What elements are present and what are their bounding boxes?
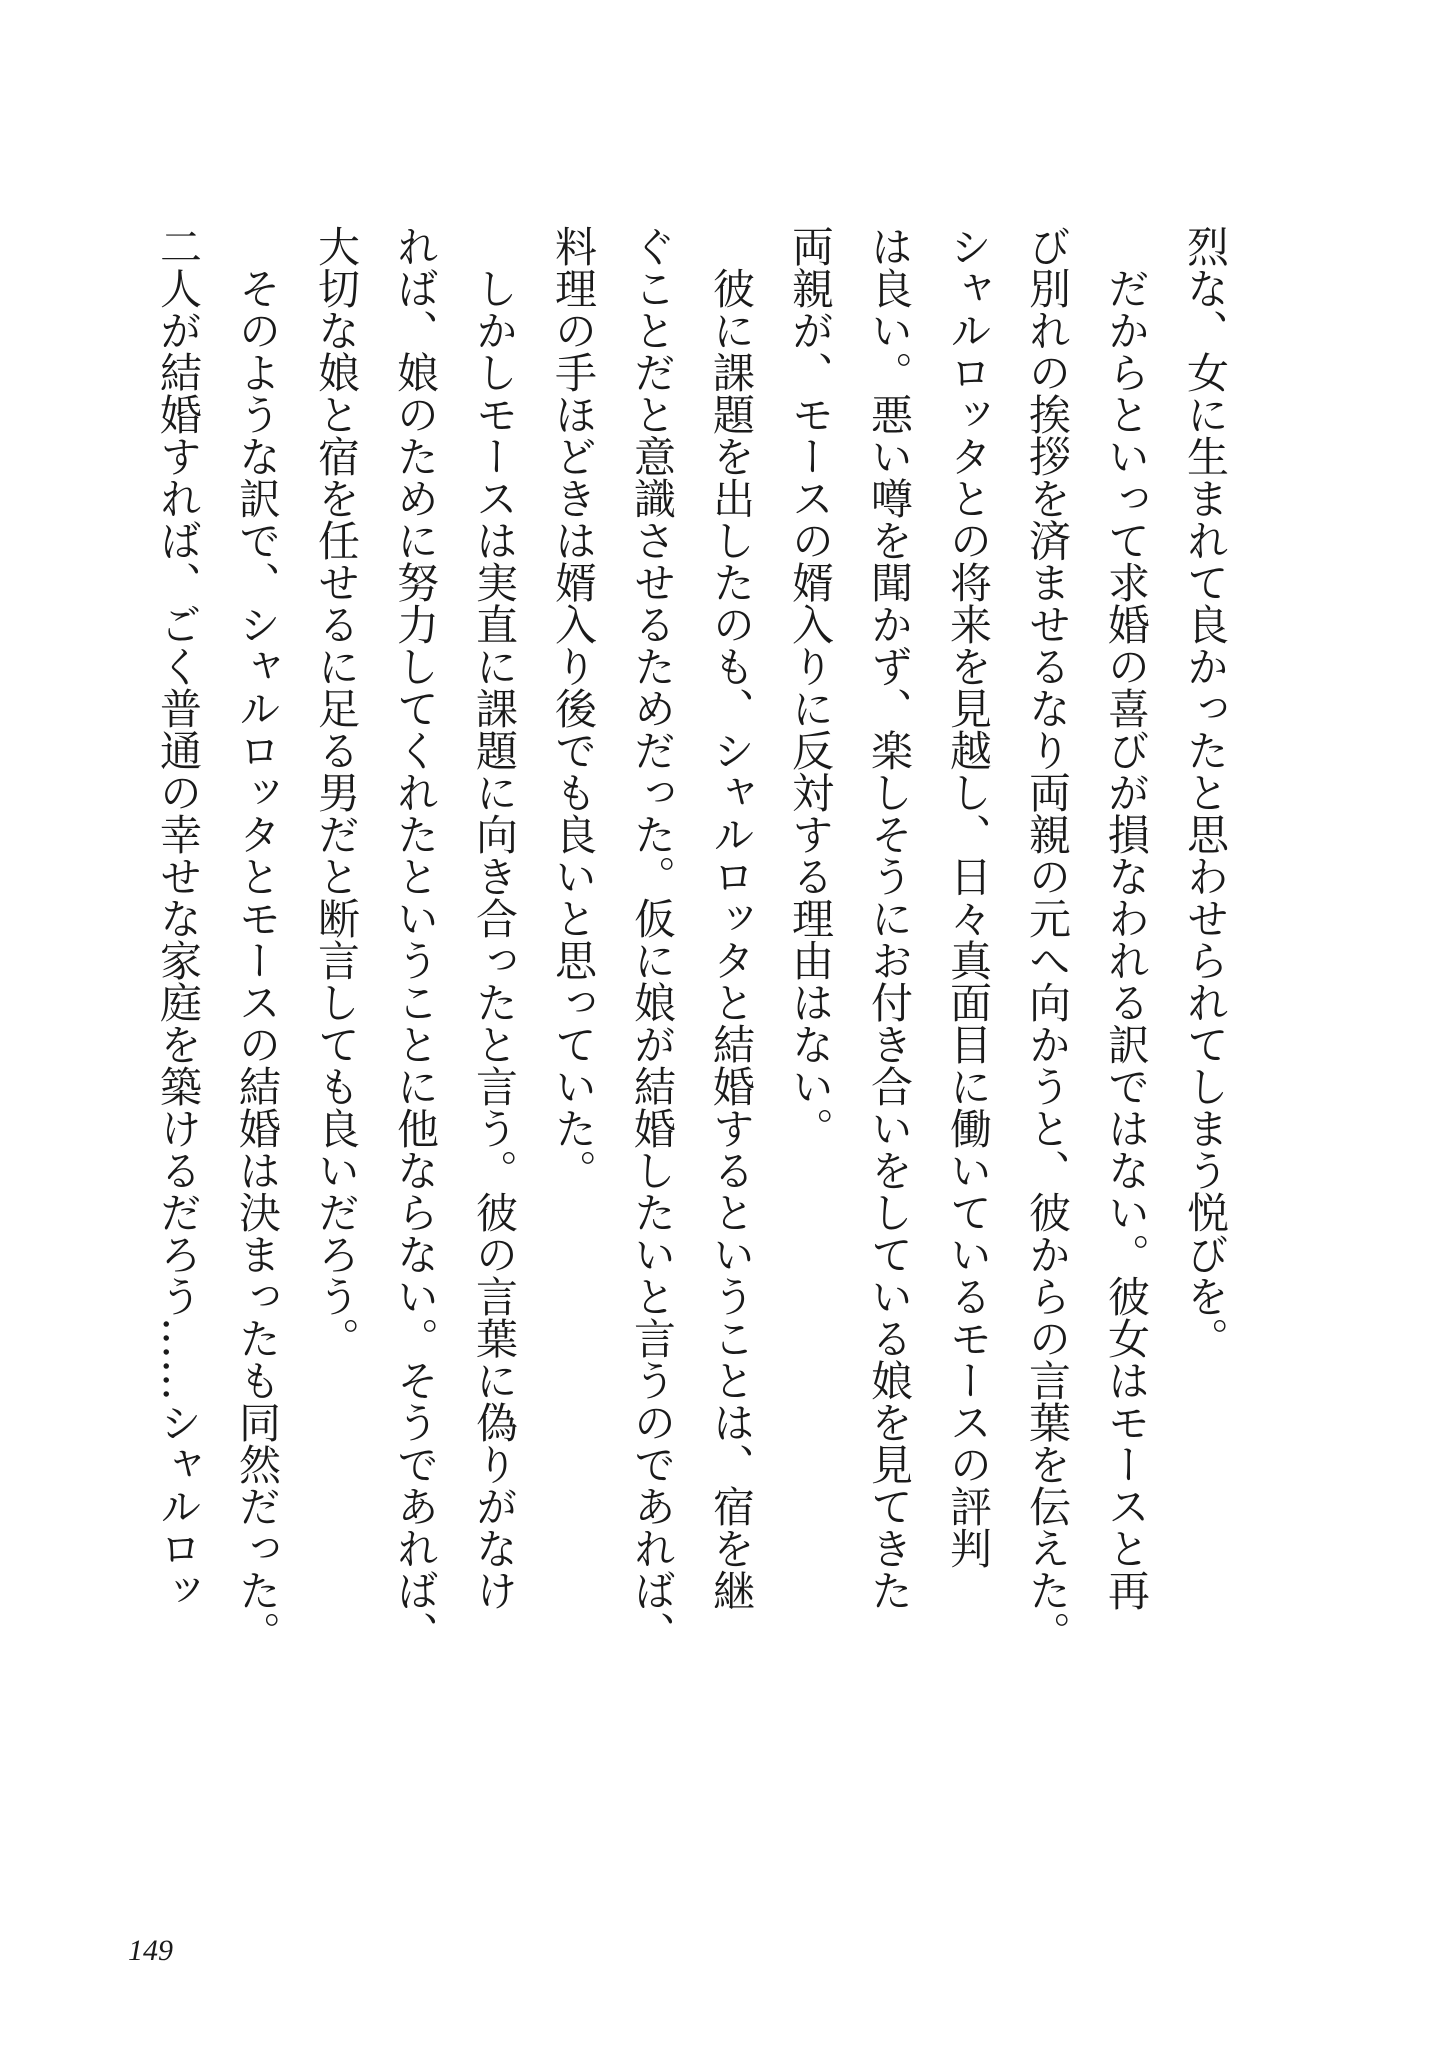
body-text [139, 225, 1245, 1685]
text-line: 両親が、モースの婿入りに反対する理由はない。 [786, 225, 835, 1149]
text-line: 彼に課題を出したのも、シャルロッタと結婚するということは、宿を継 [707, 225, 756, 1611]
text-line: だからといって求婚の喜びが損なわれる訳ではない。彼女はモースと再 [1102, 225, 1151, 1611]
page-number: 149 [128, 1934, 173, 1967]
text-line: 烈な、女に生まれて良かったと思わせられてしまう悦びを。 [1181, 225, 1230, 1359]
text-line: 大切な娘と宿を任せるに足る男だと断言しても良いだろう。 [312, 225, 361, 1359]
text-line: は良い。悪い噂を聞かず、楽しそうにお付き合いをしている娘を見てきた [865, 225, 914, 1611]
text-line: しかしモースは実直に課題に向き合ったと言う。彼の言葉に偽りがなけ [470, 225, 519, 1611]
text-line: ぐことだと意識させるためだった。仮に娘が結婚したいと言うのであれば、 [628, 225, 677, 1653]
text-line: 二人が結婚すれば、ごく普通の幸せな家庭を築けるだろう……シャルロッ [154, 225, 203, 1611]
text-line: 料理の手ほどきは婿入り後でも良いと思っていた。 [549, 225, 598, 1191]
text-line: シャルロッタとの将来を見越し、日々真面目に働いているモースの評判 [944, 225, 993, 1569]
text-line: び別れの挨拶を済ませるなり両親の元へ向かうと、彼からの言葉を伝えた。 [1023, 225, 1072, 1653]
text-line: れば、娘のために努力してくれたということに他ならない。そうであれば、 [391, 225, 440, 1653]
text-line: そのような訳で、シャルロッタとモースの結婚は決まったも同然だった。 [233, 225, 282, 1653]
